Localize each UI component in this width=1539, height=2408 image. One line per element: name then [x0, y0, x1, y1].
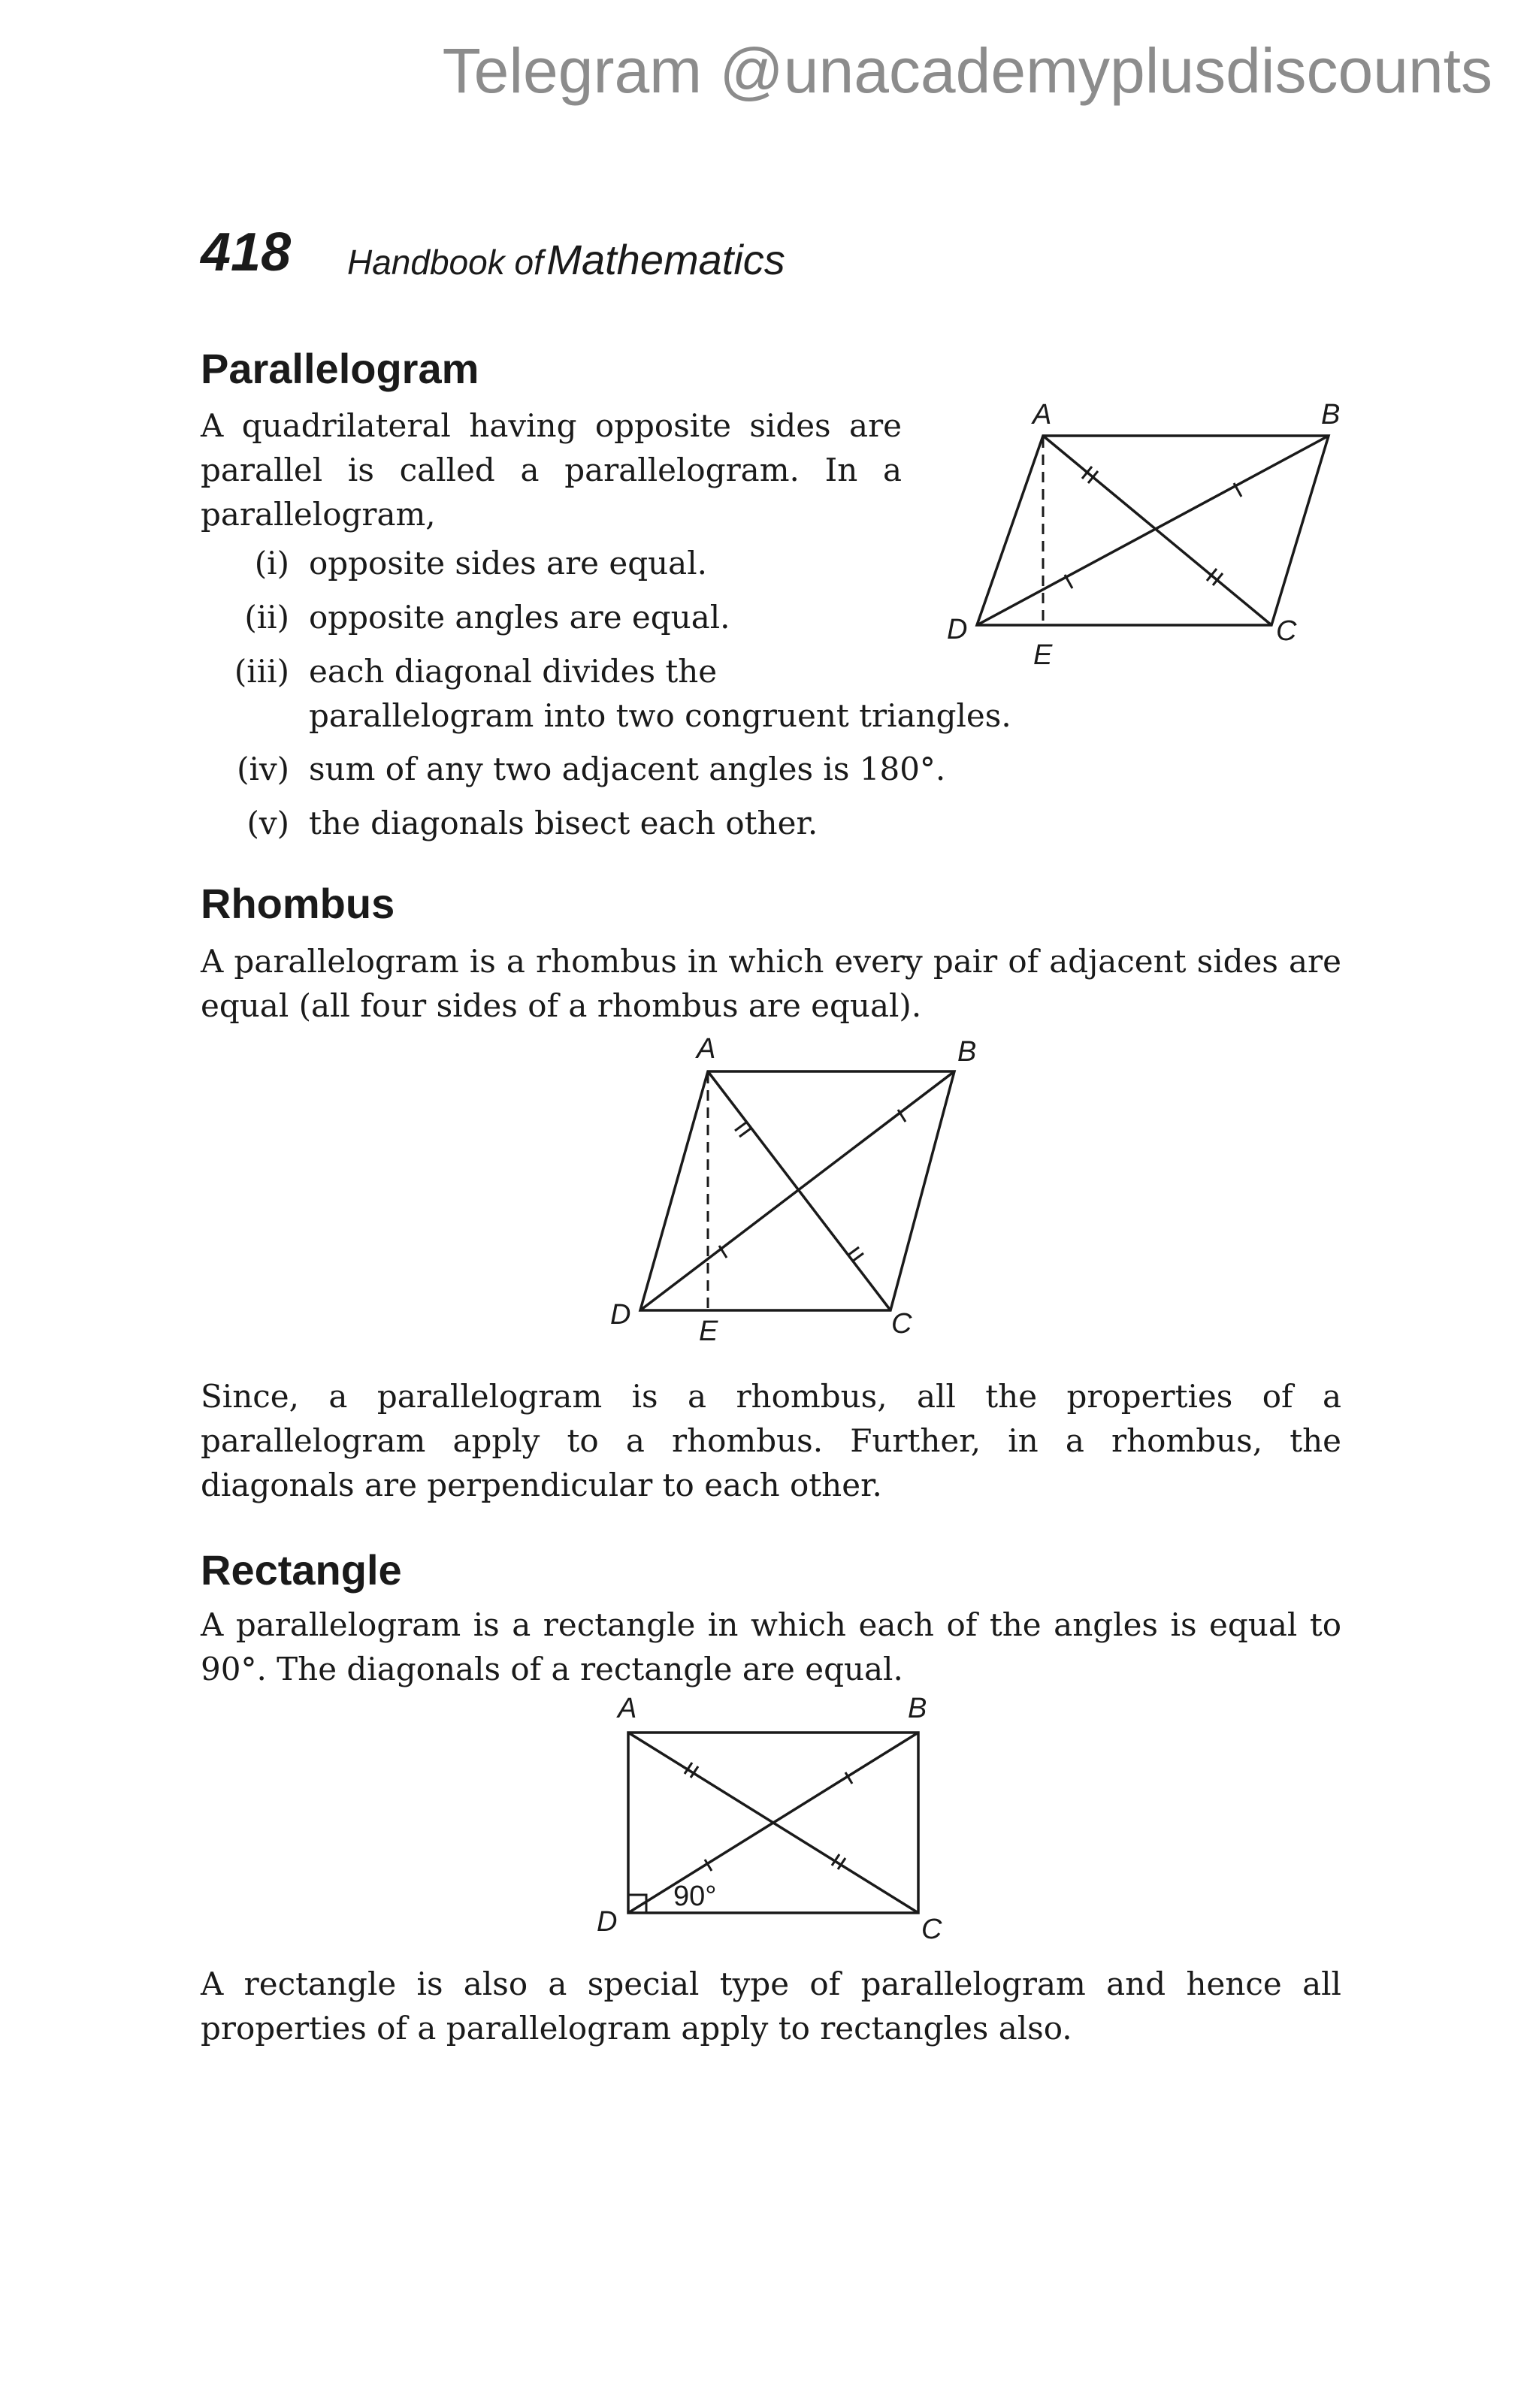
vertex-label-a: A	[618, 1693, 637, 1724]
property-number: (iv)	[237, 751, 289, 787]
property-text: each diagonal divides the	[309, 653, 718, 690]
vertex-label-b: B	[957, 1036, 977, 1068]
tick-mark	[735, 1122, 746, 1131]
vertex-label-a: A	[697, 1033, 716, 1065]
property-number: (ii)	[244, 599, 289, 636]
tick-mark	[739, 1128, 751, 1137]
vertex-label-b: B	[1321, 399, 1341, 431]
rhombus-heading: Rhombus	[201, 880, 395, 927]
vertex-label-d: D	[947, 614, 968, 645]
diagonal-bd	[977, 436, 1329, 625]
angle-label: 90°	[673, 1881, 717, 1912]
property-number: (i)	[254, 545, 289, 582]
property-text: sum of any two adjacent angles is 180°.	[309, 751, 946, 787]
rhombus-definition: A parallelogram is a rhombus in which every pair of adjacent sides are equal (all four sides of a rhombus are equal).	[201, 943, 1341, 1024]
parallelogram-heading: Parallelogram	[201, 345, 479, 392]
property-text: the diagonals bisect each other.	[309, 805, 818, 841]
rhombus-figure	[601, 1029, 1007, 1360]
intro-line: A quadrilateral having opposite sides are	[201, 407, 902, 444]
rectangle-definition: A parallelogram is a rectangle in which each of the angles is equal to 90°. The diagonals of a rectangle are equal.	[201, 1606, 1341, 1687]
intro-line: parallel is called a parallelogram. In a	[201, 452, 902, 488]
vertex-label-b: B	[908, 1693, 927, 1724]
diagonal-bd	[640, 1071, 954, 1310]
page-number: 418	[201, 222, 292, 282]
rectangle-explanation: A rectangle is also a special type of parallelogram and hence all properties of a parallelogram apply to rectangles also.	[201, 1965, 1341, 2047]
book-title	[347, 236, 785, 283]
tick-mark	[852, 1253, 863, 1261]
diagonal-ac	[1043, 436, 1271, 625]
vertex-label-d: D	[597, 1906, 618, 1938]
rhombus-explanation: Since, a parallelogram is a rhombus, all the properties of a parallelogram apply to a rhombus. Further, in a rhombus, the diagonals are perpendicular to each other.	[201, 1378, 1341, 1503]
property-text-continued: parallelogram into two congruent triangles.	[309, 697, 1011, 734]
point-label-e: E	[1033, 639, 1053, 671]
property-text: opposite angles are equal.	[309, 599, 730, 636]
property-number: (iii)	[234, 653, 289, 690]
vertex-label-c: C	[891, 1308, 912, 1340]
vertex-label-a: A	[1033, 399, 1052, 431]
book-title-prefix: Handbook of	[347, 243, 543, 282]
vertex-label-d: D	[610, 1299, 631, 1331]
point-label-e: E	[699, 1316, 718, 1347]
intro-line: parallelogram,	[201, 496, 436, 533]
book-title-main: Mathematics	[546, 236, 785, 283]
tick-mark	[848, 1247, 859, 1255]
vertex-label-c: C	[921, 1914, 942, 1945]
property-text: opposite sides are equal.	[309, 545, 707, 582]
watermark: Telegram @unacademyplusdiscounts	[442, 35, 1492, 106]
vertex-label-c: C	[1276, 615, 1297, 647]
property-item	[0, 747, 1539, 791]
property-item	[0, 801, 1539, 845]
parallelogram-intro	[201, 403, 902, 536]
rectangle-figure	[586, 1690, 962, 1946]
rectangle-heading: Rectangle	[201, 1546, 402, 1594]
parallelogram-figure	[932, 391, 1353, 676]
property-number: (v)	[246, 805, 289, 841]
